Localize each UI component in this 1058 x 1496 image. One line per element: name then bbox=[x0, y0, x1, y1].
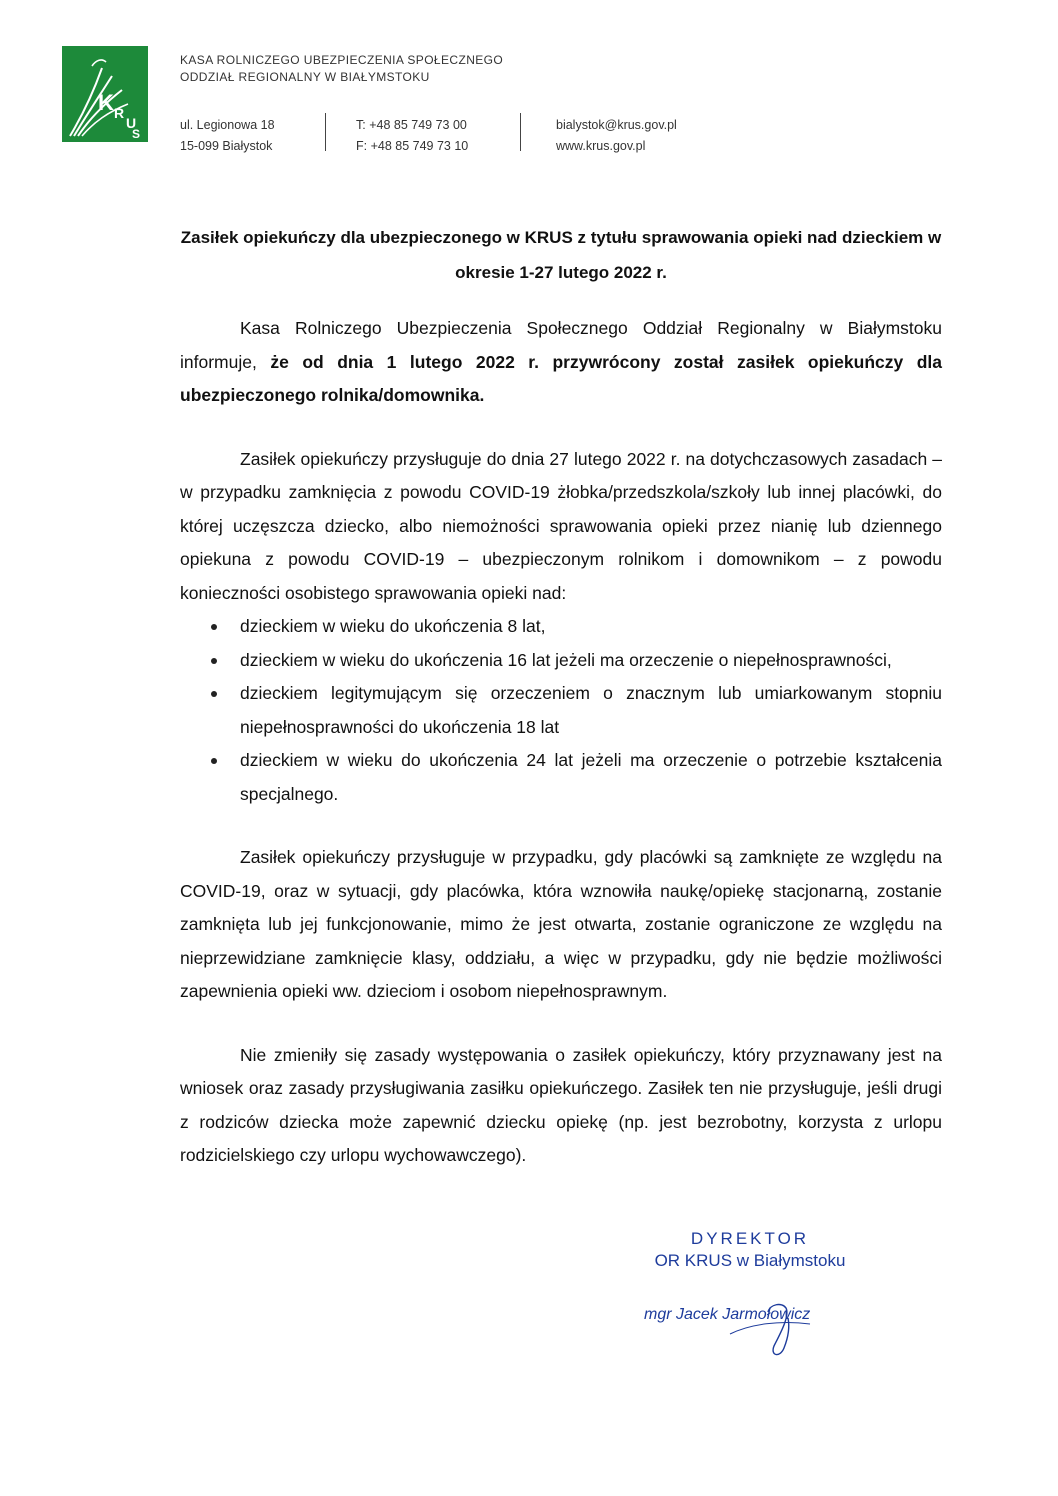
header-divider bbox=[325, 113, 326, 151]
intro-paragraph bbox=[180, 312, 942, 413]
closure-paragraph: Zasiłek opiekuńczy przysługuje w przypadku, gdy placówki są zamknięte ze względu na COVID-19, oraz w sytuacji, gdy placówka, która wznowiła naukę/opiekę stacjonarną, zostanie zamknięta lub jej funkcjonowanie, mimo że jest otwarta, zostanie ograniczone ze względu na nieprzewidziane zamknięcie klasy, oddziału, a więc w przypadku, gdy nie będzie możliwości zapewnienia opieki ww. dzieciom i osobom niepełnosprawnym. bbox=[180, 847, 942, 1001]
address-city: 15-099 Białystok bbox=[180, 139, 273, 153]
svg-text:K: K bbox=[98, 90, 114, 115]
eligibility-paragraph: Zasiłek opiekuńczy przysługuje do dnia 27 lutego 2022 r. na dotychczasowych zasadach – w przypadku zamknięcia z powodu COVID-19 żłobka/przedszkola/szkoły lub innej placówki, do której uczęszcza dziecko, albo niemożności sprawowania opieki przez nianię lub dziennego opiekuna z powodu COVID-19 – ubezpieczonym rolnikom i domownikom – z powodu konieczności osobistego sprawowania opieki nad: bbox=[180, 448, 942, 603]
svg-text:U: U bbox=[126, 115, 137, 131]
svg-text:S: S bbox=[132, 127, 141, 141]
letter-body bbox=[180, 220, 942, 1173]
website-address: www.krus.gov.pl bbox=[556, 139, 646, 153]
list-item: dzieckiem w wieku do ukończenia 8 lat, bbox=[240, 610, 942, 644]
online-contact-block bbox=[556, 115, 677, 157]
address-block bbox=[180, 115, 275, 157]
signature-stamp bbox=[630, 1228, 870, 1323]
organization-name bbox=[180, 52, 503, 86]
handwritten-signature-icon bbox=[710, 1294, 830, 1364]
org-name-line1: KASA ROLNICZEGO UBEZPIECZENIA SPOŁECZNEGO bbox=[180, 53, 504, 67]
org-name-line2: ODDZIAŁ REGIONALNY W BIAŁYMSTOKU bbox=[180, 70, 430, 84]
document-title: Zasiłek opiekuńczy dla ubezpieczonego w KRUS z tytułu sprawowania opieki nad dzieckiem w okresie 1-27 lutego 2022 r. bbox=[180, 228, 942, 282]
krus-logo-icon bbox=[62, 46, 148, 142]
intro-text: Kasa Rolniczego Ubezpieczenia Społecznego Oddział Regionalny w Białymstoku informuje, bbox=[180, 318, 942, 372]
intro-bold-text: że od dnia 1 lutego 2022 r. przywrócony został zasiłek opiekuńczy dla ubezpieczonego rolnika/domownika. bbox=[180, 351, 942, 405]
rules-paragraph: Nie zmieniły się zasady występowania o zasiłek opiekuńczy, który przyznawany jest na wniosek oraz zasady przysługiwania zasiłku opiekuńczego. Zasiłek ten nie przysługuje, jeśli drugi z rodziców dziecka może zapewnić dziecku opiekę (np. jest bezrobotny, korzysta z urlopu rodzicielskiego czy urlopu wychowawczego). bbox=[180, 1044, 942, 1165]
signature-name: mgr Jacek Jarmołowicz bbox=[644, 1306, 811, 1323]
signature-unit: OR KRUS w Białymstoku bbox=[654, 1251, 846, 1270]
list-item: dzieckiem legitymującym się orzeczeniem o znacznym lub umiarkowanym stopniu niepełnosprawności do ukończenia 18 lat bbox=[240, 677, 942, 744]
email-address: bialystok@krus.gov.pl bbox=[556, 118, 677, 132]
signature-title: DYREKTOR bbox=[690, 1229, 810, 1248]
phone-number: T: +48 85 749 73 00 bbox=[356, 118, 467, 132]
address-street: ul. Legionowa 18 bbox=[180, 118, 275, 132]
list-item: dzieckiem w wieku do ukończenia 16 lat jeżeli ma orzeczenie o niepełnosprawności, bbox=[240, 644, 942, 678]
header-divider bbox=[520, 113, 521, 151]
fax-number: F: +48 85 749 73 10 bbox=[356, 139, 469, 153]
eligibility-list bbox=[180, 610, 942, 811]
svg-text:R: R bbox=[114, 105, 125, 121]
list-item: dzieckiem w wieku do ukończenia 24 lat jeżeli ma orzeczenie o potrzebie kształcenia specjalnego. bbox=[240, 744, 942, 811]
phone-block bbox=[356, 115, 468, 157]
